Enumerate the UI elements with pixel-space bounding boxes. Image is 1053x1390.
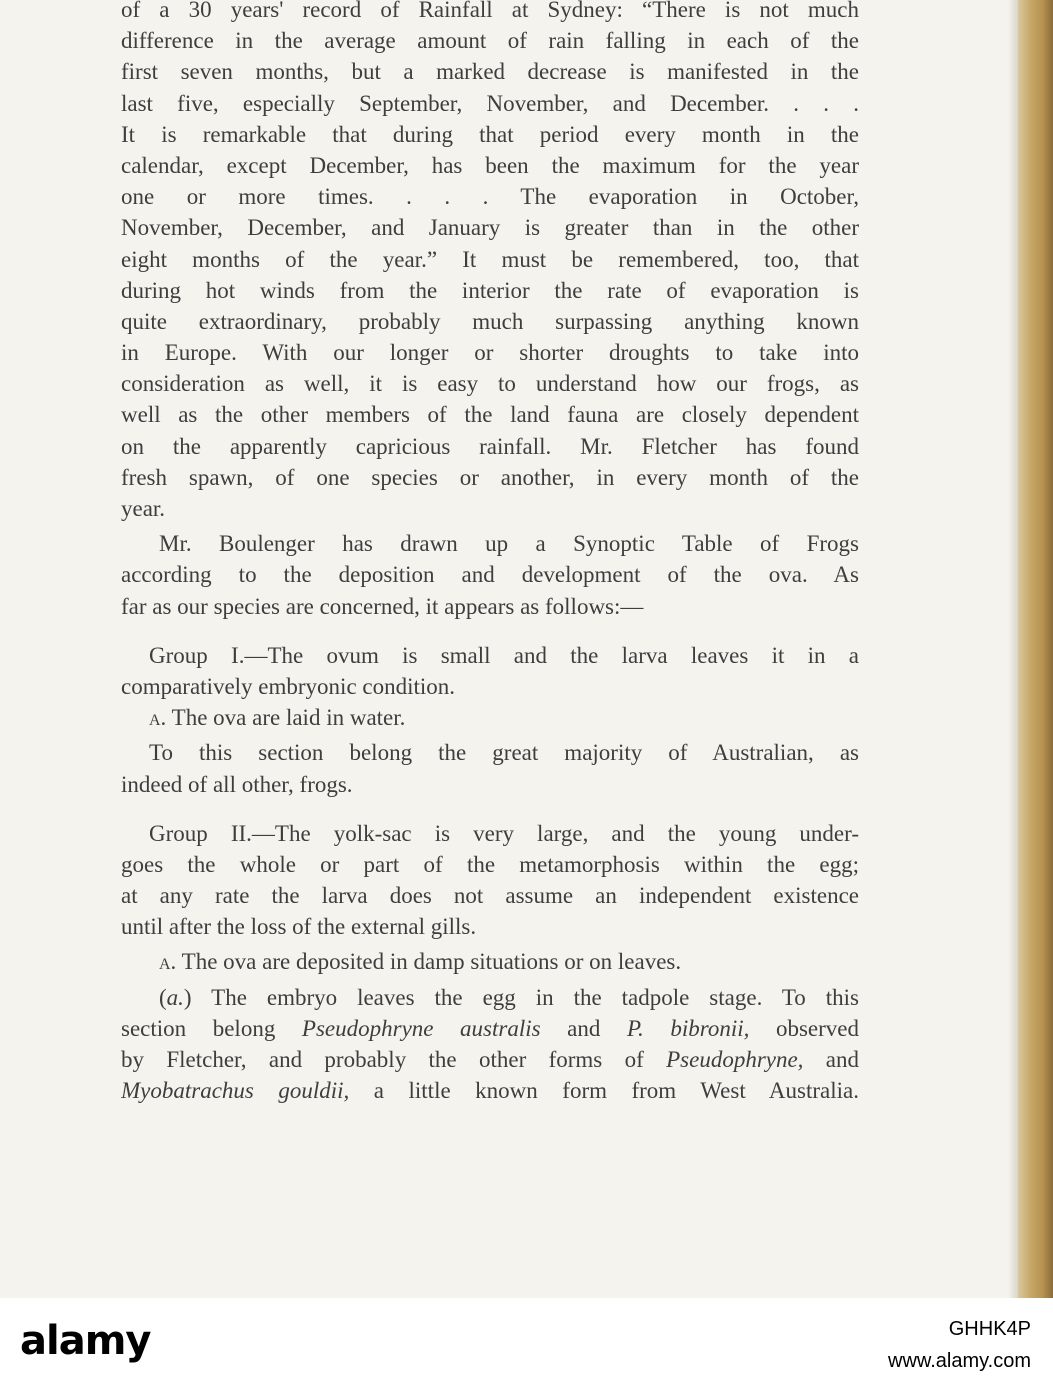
- text-line: until after the loss of the external gills.: [121, 914, 477, 940]
- text-line: Mr. Boulenger has drawn up a Synoptic Table of Frogs: [159, 531, 859, 557]
- book-edge: [1018, 0, 1053, 1298]
- group-one: [121, 640, 859, 800]
- text-line: goes the whole or part of the metamorphosis within the egg;: [121, 851, 859, 877]
- text-line: (a.) The embryo leaves the egg in the tadpole stage. To this: [159, 984, 859, 1010]
- group-heading: Group I.—The ovum is small and the larva leaves it in a: [149, 642, 859, 668]
- alamy-logo: alamy: [20, 1318, 151, 1364]
- text-line: on the apparently capricious rainfall. Mr. Fletcher has found: [121, 433, 859, 459]
- text-line: To this section belong the great majority of Australian, as: [149, 740, 859, 766]
- text-line: indeed of all other, frogs.: [121, 771, 353, 797]
- paragraph-synoptic-table: [121, 528, 859, 622]
- text-line: difference in the average amount of rain falling in each of the: [121, 28, 859, 54]
- text-line: one or more times. . . . The evaporation in October,: [121, 184, 859, 210]
- text-line: comparatively embryonic condition.: [121, 673, 456, 699]
- text-line: Myobatrachus gouldii, a little known form from West Australia.: [121, 1078, 859, 1104]
- paragraph-rainfall: [121, 0, 859, 524]
- subsection-text: The ova are deposited in damp situations or on leaves.: [181, 949, 682, 975]
- text-line: by Fletcher, and probably the other forms of Pseudophryne, and: [121, 1047, 859, 1072]
- genus-name: Pseudophryne,: [666, 1047, 804, 1072]
- text-line: well as the other members of the land fauna are closely dependent: [121, 402, 859, 428]
- subsection-a: [121, 702, 859, 733]
- subsection-a: [121, 946, 859, 977]
- text-line: last five, especially September, November, and December. . . .: [121, 90, 859, 116]
- text-line: during hot winds from the interior the rate of evaporation is: [121, 277, 859, 303]
- subsection-letter: a.: [166, 984, 184, 1010]
- text-line: at any rate the larva does not assume an independent existence: [121, 883, 859, 909]
- watermark-footer: [0, 1298, 1053, 1390]
- text-line: consideration as well, it is easy to understand how our frogs, as: [121, 371, 859, 397]
- species-name: P. bibronii,: [626, 1015, 750, 1041]
- text-line: first seven months, but a marked decrease is manifested in the: [121, 59, 859, 85]
- subsection-marker: a.: [159, 949, 177, 975]
- site-url: www.alamy.com: [888, 1350, 1031, 1372]
- species-name: Pseudophryne australis: [301, 1015, 541, 1041]
- text-line: far as our species are concerned, it appears as follows:—: [121, 593, 644, 619]
- subsection-marker: a.: [149, 705, 167, 731]
- group-heading: Group II.—The yolk-sac is very large, and the young under-: [149, 820, 859, 846]
- subsection-text: The ova are laid in water.: [171, 705, 406, 731]
- page-text: [121, 0, 859, 1106]
- text-line: It is remarkable that during that period every month in the: [121, 121, 859, 147]
- species-name: Myobatrachus gouldii,: [121, 1078, 350, 1104]
- text-line: of a 30 years' record of Rainfall at Sydney: “There is not much: [121, 0, 859, 22]
- text-line: fresh spawn, of one species or another, in every month of the: [121, 464, 859, 490]
- text-line: calendar, except December, has been the maximum for the year: [121, 152, 859, 178]
- text-line: quite extraordinary, probably much surpassing anything known: [121, 308, 859, 334]
- image-id: GHHK4P: [948, 1318, 1031, 1340]
- text-line: according to the deposition and development of the ova. As: [121, 562, 859, 588]
- text-line: section belong Pseudophryne australis and P. bibronii, observed: [121, 1015, 859, 1041]
- text-line: year.: [121, 496, 166, 521]
- text-line: in Europe. With our longer or shorter droughts to take into: [121, 340, 859, 366]
- text-line: November, December, and January is greater than in the other: [121, 215, 859, 241]
- group-two: [121, 818, 859, 1107]
- text-line: eight months of the year.” It must be remembered, too, that: [121, 246, 859, 272]
